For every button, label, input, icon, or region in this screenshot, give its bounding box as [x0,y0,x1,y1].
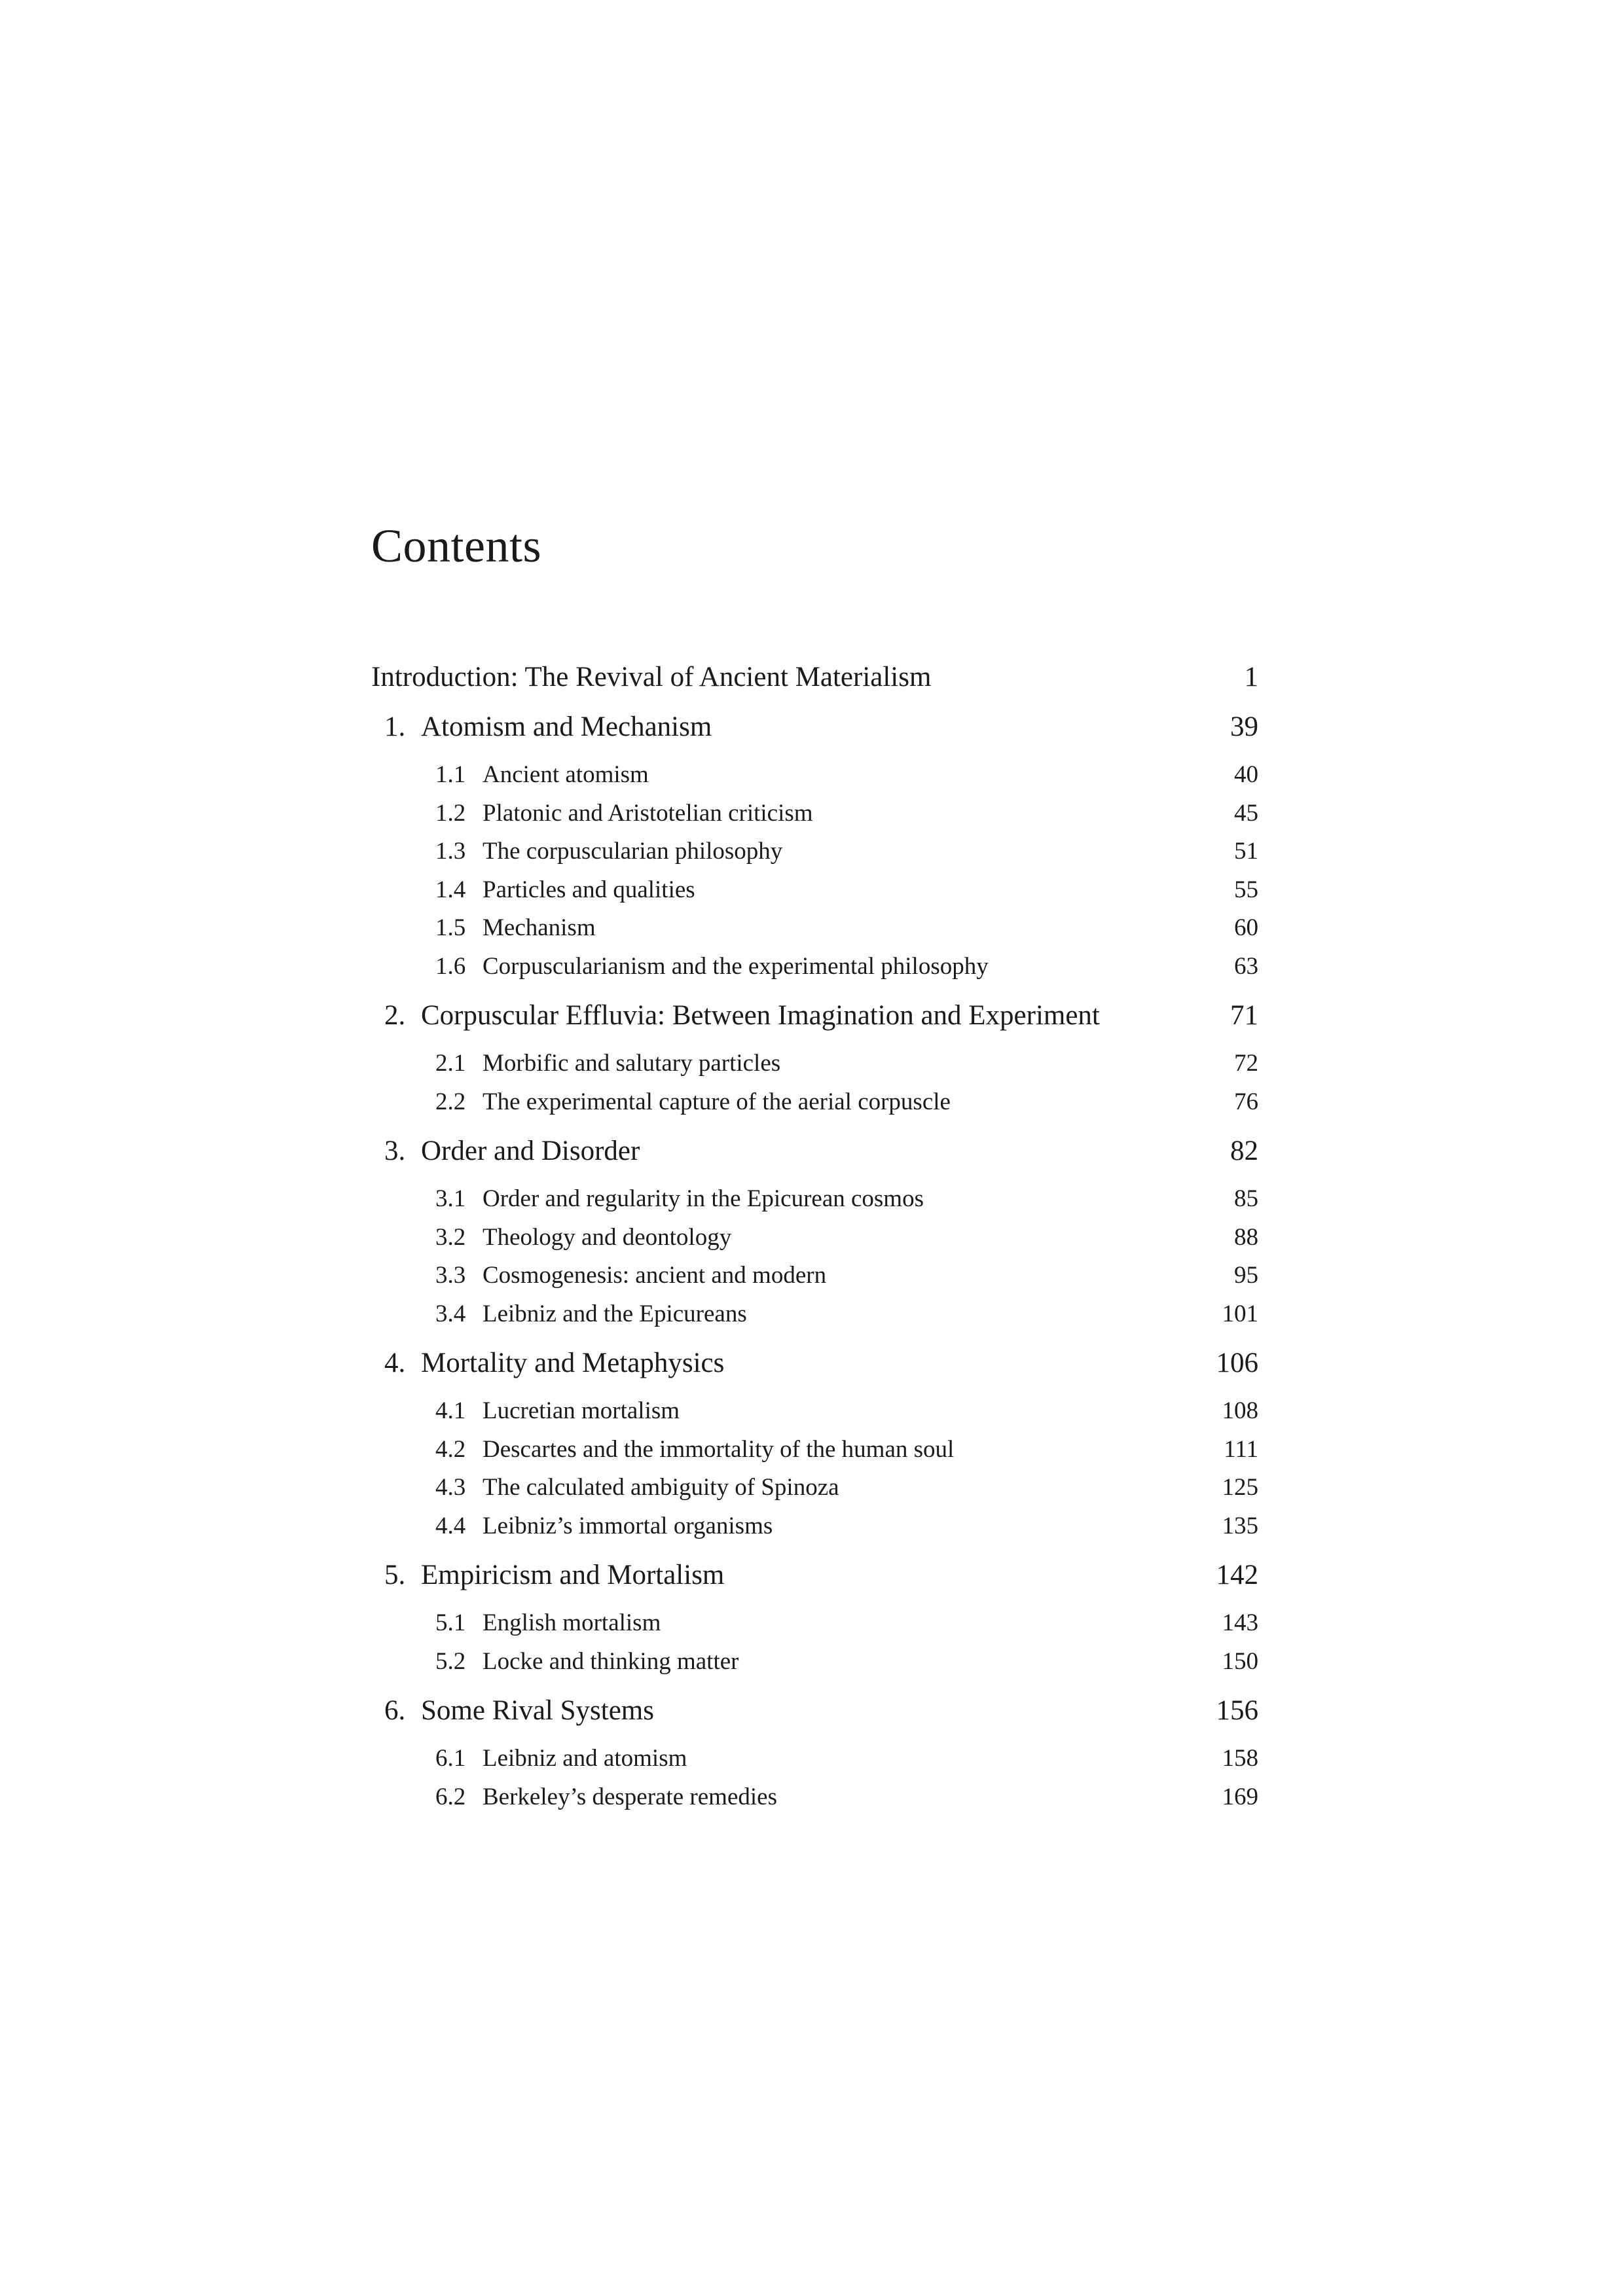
section-title: Leibniz and atomism [483,1745,687,1772]
toc-page-number: 111 [1224,1435,1258,1463]
chapter-number: 3. [384,1136,406,1166]
chapter-title: Mortality and Metaphysics [421,1348,725,1378]
section-title: Descartes and the immortality of the human soul [483,1435,955,1463]
section-number: 1.2 [435,799,466,827]
section-title: Theology and deontology [483,1223,732,1251]
section-number: 6.1 [435,1745,466,1772]
toc-page-number: 60 [1234,914,1258,941]
section-title: Platonic and Aristotelian criticism [483,799,813,827]
section-number: 3.2 [435,1223,466,1251]
section-title: Particles and qualities [483,876,695,903]
section-number: 2.2 [435,1088,466,1115]
toc-page-number: 108 [1222,1397,1258,1424]
toc-page-number: 85 [1234,1185,1258,1212]
section-title: English mortalism [483,1609,661,1636]
toc-page-number: 55 [1234,876,1258,903]
toc-intro-entry [371,661,1258,711]
section-number: 1.5 [435,914,466,941]
section-number: 3.1 [435,1185,466,1212]
toc-chapter-1 [371,711,1258,759]
section-number: 4.3 [435,1474,466,1501]
toc-section [371,876,1258,914]
toc-section [371,1300,1258,1338]
toc-page-number: 135 [1222,1512,1258,1539]
toc-section [371,1261,1258,1300]
section-title: Cosmogenesis: ancient and modern [483,1262,827,1289]
toc-page-number: 51 [1234,838,1258,865]
chapter-title: Some Rival Systems [421,1695,654,1726]
toc-section [371,1512,1258,1551]
toc-chapter-4 [371,1347,1258,1395]
toc-page-number: 82 [1230,1136,1258,1166]
page-title: Contents [371,520,542,572]
toc-page-number: 71 [1230,1000,1258,1031]
toc-section [371,1397,1258,1435]
section-title: The experimental capture of the aerial corpuscle [483,1088,951,1115]
chapter-title: Empiricism and Mortalism [421,1560,725,1590]
section-number: 3.3 [435,1262,466,1289]
section-title: Corpuscularianism and the experimental philosophy [483,952,989,980]
section-number: 6.2 [435,1783,466,1810]
section-title: The calculated ambiguity of Spinoza [483,1474,839,1501]
toc-page-number: 142 [1216,1560,1258,1590]
toc-section [371,1783,1258,1821]
table-of-contents [371,661,1258,1821]
section-number: 2.1 [435,1050,466,1077]
section-number: 3.4 [435,1300,466,1327]
toc-page-number: 156 [1216,1695,1258,1726]
section-title: Berkeley’s desperate remedies [483,1783,777,1810]
section-title: Leibniz and the Epicureans [483,1300,747,1327]
toc-section [371,1088,1258,1126]
section-number: 5.1 [435,1609,466,1636]
section-number: 1.4 [435,876,466,903]
chapter-number: 4. [384,1348,406,1378]
section-number: 4.2 [435,1435,466,1463]
toc-page-number: 150 [1222,1647,1258,1675]
toc-section [371,761,1258,799]
toc-page-number: 40 [1234,761,1258,788]
toc-page-number: 169 [1222,1783,1258,1810]
toc-page-number: 106 [1216,1348,1258,1378]
toc-page-number: 63 [1234,952,1258,980]
toc-chapter-2 [371,999,1258,1048]
section-title: Order and regularity in the Epicurean cosmos [483,1185,924,1212]
toc-section [371,1049,1258,1088]
toc-section [371,1435,1258,1474]
toc-chapter-3 [371,1135,1258,1183]
toc-page-number: 39 [1230,711,1258,742]
toc-page-number: 72 [1234,1050,1258,1077]
toc-chapter-6 [371,1695,1258,1743]
toc-section [371,799,1258,838]
section-title: Leibniz’s immortal organisms [483,1512,773,1539]
toc-section [371,1609,1258,1647]
toc-section [371,1223,1258,1262]
section-title: Locke and thinking matter [483,1647,739,1675]
section-title: Ancient atomism [483,761,649,788]
chapter-title: Atomism and Mechanism [421,711,712,742]
toc-page-number: 101 [1222,1300,1258,1327]
toc-section [371,1473,1258,1512]
toc-page-number: 45 [1234,799,1258,827]
toc-page-number: 88 [1234,1223,1258,1251]
toc-section [371,914,1258,952]
toc-section [371,1185,1258,1223]
chapter-title: Order and Disorder [421,1136,640,1166]
section-number: 4.1 [435,1397,466,1424]
toc-page-number: 158 [1222,1745,1258,1772]
toc-page-number: 95 [1234,1262,1258,1289]
section-title: The corpuscularian philosophy [483,838,783,865]
toc-page-number: 143 [1222,1609,1258,1636]
toc-page-number: 1 [1244,662,1258,692]
toc-chapter-5 [371,1559,1258,1607]
chapter-number: 5. [384,1560,406,1590]
section-number: 1.6 [435,952,466,980]
section-number: 4.4 [435,1512,466,1539]
toc-section [371,837,1258,876]
toc-entry-title: Introduction: The Revival of Ancient Materialism [371,662,932,692]
toc-section [371,952,1258,991]
section-number: 1.3 [435,838,466,865]
section-title: Morbific and salutary particles [483,1050,781,1077]
toc-page-number: 76 [1234,1088,1258,1115]
chapter-title: Corpuscular Effluvia: Between Imagination and Experiment [421,1000,1100,1031]
section-title: Lucretian mortalism [483,1397,680,1424]
chapter-number: 6. [384,1695,406,1726]
toc-section [371,1744,1258,1783]
toc-page-number: 125 [1222,1474,1258,1501]
chapter-number: 2. [384,1000,406,1031]
section-number: 1.1 [435,761,466,788]
chapter-number: 1. [384,711,406,742]
section-number: 5.2 [435,1647,466,1675]
toc-section [371,1647,1258,1686]
section-title: Mechanism [483,914,596,941]
